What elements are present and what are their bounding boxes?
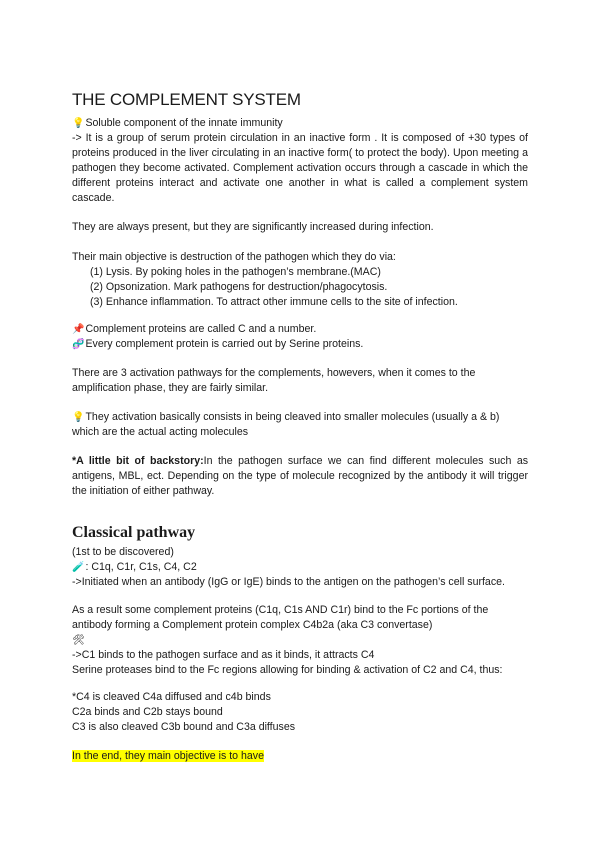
tools-line	[72, 633, 528, 648]
intro-section	[72, 116, 528, 206]
objective-item-lysis: (1) Lysis. By poking holes in the pathogen’s membrane.(MAC)	[90, 266, 381, 278]
test-tube-icon: 🧪	[72, 562, 85, 573]
classical-result-line-2: antibody forming a Complement protein complex C4b2a (aka C3 convertase)	[72, 619, 433, 631]
objective-item-inflammation: (3) Enhance inflammation. To attract other immune cells to the site of infection.	[90, 296, 458, 308]
cleavage-c2: C2a binds and C2b stays bound	[72, 706, 223, 718]
highlight-line	[72, 749, 528, 764]
classical-components	[72, 560, 528, 575]
cleavage-list	[72, 690, 528, 735]
lightbulb-icon: 💡	[72, 412, 85, 423]
objective-section	[72, 250, 528, 310]
classical-components-text: : C1q, C1r, C1s, C4, C2	[85, 561, 197, 573]
backstory-paragraph	[72, 454, 528, 499]
always-present-text: They are always present, but they are significantly increased during infection.	[72, 221, 434, 233]
page-title: THE COMPLEMENT SYSTEM	[72, 90, 301, 109]
intro-line	[72, 116, 528, 131]
highlighted-text: In the end, they main objective is to have	[72, 750, 264, 762]
classical-result	[72, 603, 528, 678]
note-serine	[72, 337, 528, 352]
note-serine-text: Every complement protein is carried out by Serine proteins.	[85, 338, 364, 350]
classical-subtitle: (1st to be discovered)	[72, 546, 174, 558]
pushpin-icon: 📌	[72, 324, 85, 335]
tools-icon: 🛠	[72, 635, 85, 646]
activation-section	[72, 410, 528, 440]
classical-pathway-heading: Classical pathway	[72, 524, 196, 541]
classical-serine-line: Serine proteases bind to the Fc regions allowing for binding & activation of C2 and C4, thus:	[72, 664, 503, 676]
notes-section	[72, 322, 528, 352]
activation-line-2: which are the actual acting molecules	[72, 426, 249, 438]
objective-lead: Their main objective is destruction of the pathogen which they do via:	[72, 251, 396, 263]
classical-initiated: ->Initiated when an antibody (IgG or IgE) binds to the antigen on the pathogen’s cell surface.	[72, 576, 505, 588]
classical-c1-line: ->C1 binds to the pathogen surface and as it binds, it attracts C4	[72, 649, 375, 661]
cleavage-c3: C3 is also cleaved C3b bound and C3a diffuses	[72, 721, 296, 733]
intro-text: Soluble component of the innate immunity	[85, 117, 283, 129]
note-naming	[72, 322, 528, 337]
lightbulb-icon: 💡	[72, 118, 85, 129]
classical-intro	[72, 545, 528, 590]
pathways-line-2: amplification phase, they are fairly similar.	[72, 382, 269, 394]
intro-paragraph: -> It is a group of serum protein circulation in an inactive form . It is composed of +30 types of proteins produced in the liver circulating in an inactive form( to protect the body). Upon meeting a pathogen they become activated. Complement activation occurs through a cascade in which the different proteins interact and activate one another in what is called a complement system cascade.	[72, 132, 528, 204]
pathways-section	[72, 366, 528, 396]
note-naming-text: Complement proteins are called C and a number.	[85, 323, 317, 335]
objective-item-opsonization: (2) Opsonization. Mark pathogens for destruction/phagocytosis.	[90, 281, 388, 293]
activation-text-1: They activation basically consists in being cleaved into smaller molecules (usually a & b)	[85, 411, 500, 423]
classical-result-line-1: As a result some complement proteins (C1q, C1s AND C1r) bind to the Fc portions of the	[72, 604, 489, 616]
activation-line-1	[72, 410, 528, 425]
cleavage-c4: *C4 is cleaved C4a diffused and c4b binds	[72, 691, 271, 703]
backstory-label: *A little bit of backstory:	[72, 455, 204, 467]
dna-icon: 🧬	[72, 339, 85, 350]
backstory-text: In the pathogen surface we can find different molecules such as antigens, MBL, ect. Depending on the type of molecule recognized by the antibody it will trigger the initiation of either pathway.	[72, 455, 529, 497]
pathways-line-1: There are 3 activation pathways for the complements, howevers, when it comes to the	[72, 367, 476, 379]
